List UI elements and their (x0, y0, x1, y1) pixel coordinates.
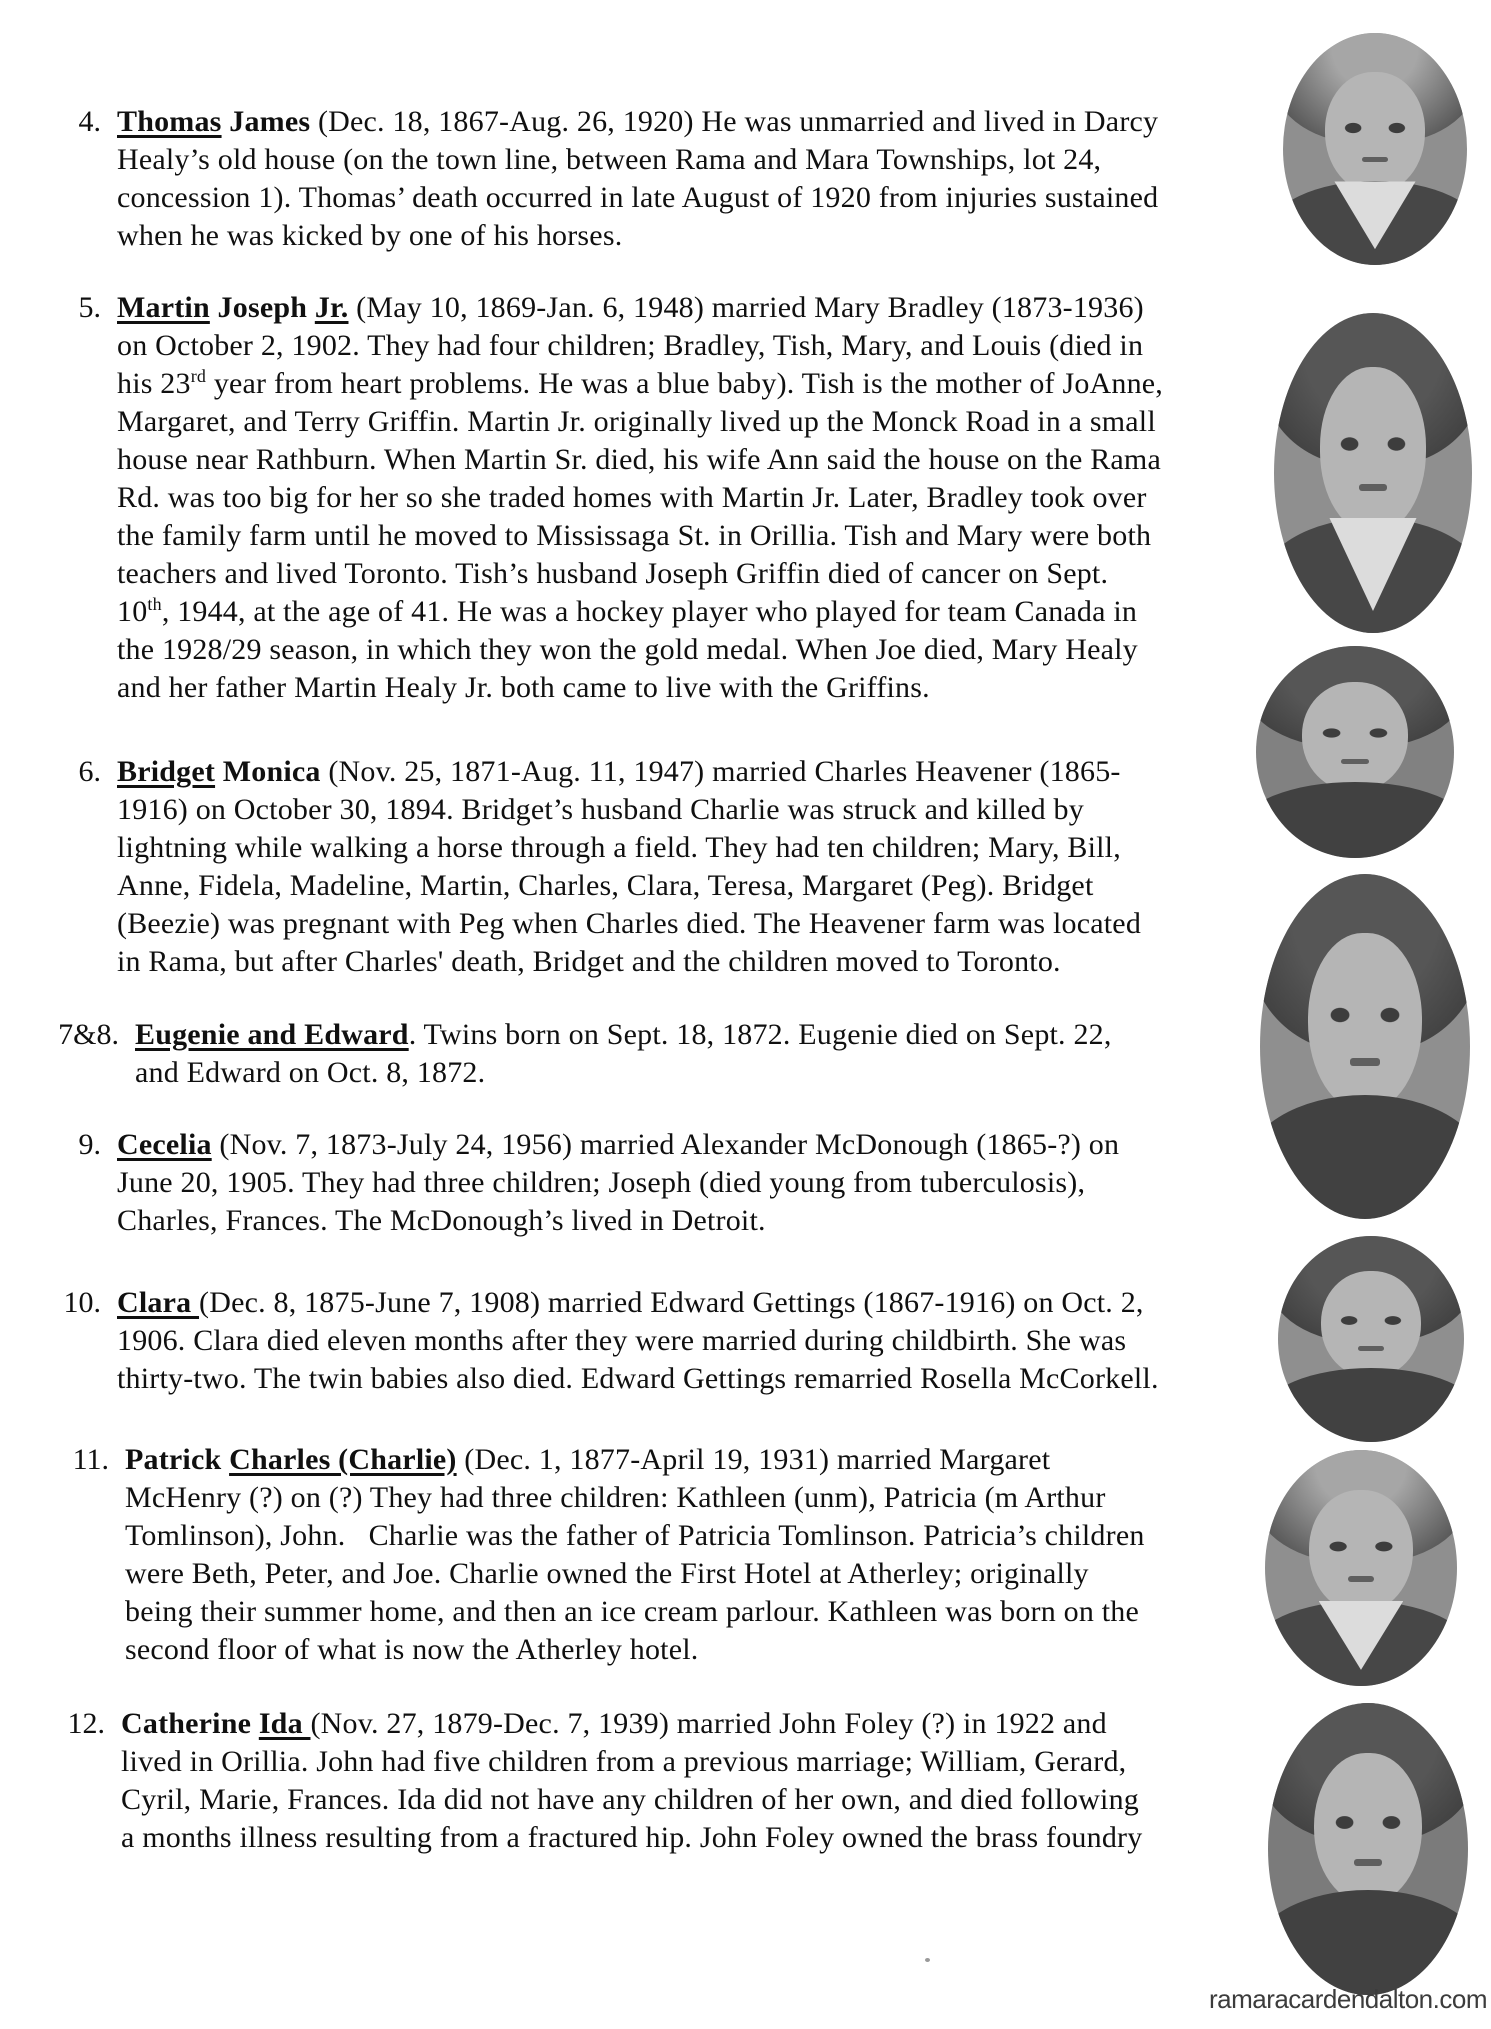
text-segment: Clara (117, 1286, 200, 1319)
text-line (117, 593, 1163, 631)
genealogy-entry (78, 289, 1163, 707)
genealogy-entry (72, 1441, 1145, 1669)
text-segment: . Twins born on Sept. 18, 1872. Eugenie died on Sept. 22, (408, 1018, 1112, 1051)
text-line (117, 289, 1163, 327)
text-segment: McHenry (?) on (?) They had three children: Kathleen (unm), Patricia (m Arthur (125, 1481, 1106, 1514)
text-line (117, 403, 1163, 441)
portrait-face (1314, 1753, 1422, 1905)
text-line (117, 555, 1163, 593)
entry-number: 11. (72, 1443, 109, 1476)
text-segment: (Nov. 25, 1871-Aug. 11, 1947) married Charles Heavener (1865- (320, 755, 1121, 788)
entry-number: 5. (78, 291, 101, 324)
text-segment: lived in Orillia. John had five children from a previous marriage; William, Gerard, (121, 1745, 1127, 1778)
portrait-torso (1278, 1368, 1464, 1442)
text-segment: second floor of what is now the Atherley hotel. (125, 1633, 699, 1666)
text-line (117, 943, 1141, 981)
text-segment: (Nov. 7, 1873-July 24, 1956) married Alexander McDonough (1865-?) on (211, 1128, 1120, 1161)
portrait-photo (1260, 874, 1470, 1219)
entry-number: 10. (63, 1286, 101, 1319)
text-segment: the family farm until he moved to Mississaga St. in Orillia. Tish and Mary were both (117, 519, 1152, 552)
portrait-photo (1283, 33, 1467, 265)
text-segment: Ida (258, 1707, 311, 1740)
genealogy-entry (78, 753, 1142, 981)
portrait-torso (1260, 1095, 1470, 1219)
portrait-face (1320, 367, 1427, 533)
text-line (117, 441, 1163, 479)
text-segment: 1906. Clara died eleven months after they were married during childbirth. She was (117, 1324, 1127, 1357)
text-segment: Charles, Frances. The McDonough’s lived in Detroit. (117, 1204, 766, 1237)
text-line (125, 1441, 1145, 1479)
text-line (117, 1322, 1159, 1360)
text-segment: Joseph (209, 291, 315, 324)
text-segment: Catherine (121, 1707, 259, 1740)
text-segment: Anne, Fidela, Madeline, Martin, Charles, Clara, Teresa, Margaret (Peg). Bridget (117, 869, 1094, 902)
text-segment: , 1944, at the age of 41. He was a hockey player who played for team Canada in (161, 595, 1138, 628)
text-line (117, 791, 1141, 829)
text-line (117, 141, 1158, 179)
text-line (117, 479, 1163, 517)
text-segment: Charles (Charlie) (229, 1443, 457, 1476)
text-segment: (Dec. 18, 1867-Aug. 26, 1920) He was unmarried and lived in Darcy (310, 105, 1159, 138)
text-segment: th (147, 594, 162, 614)
text-segment: Patrick (125, 1443, 230, 1476)
text-segment: being their summer home, and then an ice cream parlour. Kathleen was born on the (125, 1595, 1139, 1628)
text-line (125, 1593, 1145, 1631)
text-segment: a months illness resulting from a fractured hip. John Foley owned the brass foundry (121, 1821, 1143, 1854)
text-line (117, 365, 1163, 403)
text-segment: 10 (117, 595, 148, 628)
text-segment: Monica (215, 755, 321, 788)
text-line (121, 1705, 1142, 1743)
portrait-torso (1274, 518, 1472, 633)
entry-number: 7&8. (58, 1018, 119, 1051)
portrait-torso (1268, 1890, 1468, 1995)
text-segment: rd (190, 366, 207, 386)
text-line (117, 327, 1163, 365)
text-segment: Jr. (314, 291, 349, 324)
watermark: ramaracardendalton.com (1208, 1984, 1487, 2014)
text-segment: year from heart problems. He was a blue baby). Tish is the mother of JoAnne, (206, 367, 1163, 400)
text-line (117, 669, 1163, 707)
text-line (117, 631, 1163, 669)
text-segment: Eugenie and Edward (135, 1018, 409, 1051)
text-line (117, 103, 1158, 141)
text-line (117, 1284, 1159, 1322)
portrait-face (1321, 1271, 1421, 1378)
text-segment: Healy’s old house (on the town line, between Rama and Mara Townships, lot 24, (117, 143, 1102, 176)
text-segment: (May 10, 1869-Jan. 6, 1948) married Mary Bradley (1873-1936) (348, 291, 1144, 324)
portrait-photo (1274, 313, 1472, 633)
entry-number: 12. (67, 1707, 105, 1740)
text-segment: his 23 (117, 367, 191, 400)
text-line (125, 1555, 1145, 1593)
text-line (117, 905, 1141, 943)
text-segment: were Beth, Peter, and Joe. Charlie owned the First Hotel at Atherley; originally (125, 1557, 1089, 1590)
text-segment: Bridget (117, 755, 216, 788)
text-line (117, 217, 1158, 255)
text-segment: Cecelia (117, 1128, 212, 1161)
text-line (125, 1479, 1145, 1517)
text-segment: in Rama, but after Charles' death, Bridget and the children moved to Toronto. (117, 945, 1061, 978)
portrait-torso (1265, 1601, 1457, 1686)
text-segment: (Beezie) was pregnant with Peg when Charles died. The Heavener farm was located (117, 907, 1142, 940)
genealogy-entry (78, 103, 1159, 255)
text-segment: when he was kicked by one of his horses. (117, 219, 623, 252)
portrait-face (1325, 72, 1424, 193)
text-line (121, 1743, 1142, 1781)
portrait-face (1302, 682, 1409, 792)
text-segment: Tomlinson), John. Charlie was the father of Patricia Tomlinson. Patricia’s children (125, 1519, 1145, 1552)
text-segment: Cyril, Marie, Frances. Ida did not have any children of her own, and died following (121, 1783, 1139, 1816)
text-segment: teachers and lived Toronto. Tish’s husband Joseph Griffin died of cancer on Sept. (117, 557, 1109, 590)
text-segment: (Nov. 27, 1879-Dec. 7, 1939) married John Foley (?) in 1922 and (310, 1707, 1107, 1740)
text-segment: thirty-two. The twin babies also died. Edward Gettings remarried Rosella McCorkell. (117, 1362, 1159, 1395)
text-line (117, 1164, 1119, 1202)
text-line (125, 1517, 1145, 1555)
text-line (121, 1781, 1142, 1819)
portrait-torso (1283, 181, 1467, 265)
text-segment: lightning while walking a horse through a field. They had ten children; Mary, Bill, (117, 831, 1121, 864)
portrait-face (1308, 933, 1421, 1112)
text-line (117, 1126, 1119, 1164)
text-line (117, 867, 1141, 905)
portrait-photo (1265, 1450, 1457, 1686)
text-line (117, 829, 1141, 867)
text-line (117, 753, 1141, 791)
text-line (117, 1360, 1159, 1398)
text-segment: (Dec. 8, 1875-June 7, 1908) married Edward Gettings (1867-1916) on Oct. 2, (199, 1286, 1144, 1319)
genealogy-entry (78, 1126, 1120, 1240)
genealogy-entry (63, 1284, 1159, 1398)
entry-number: 4. (78, 105, 101, 138)
entry-number: 6. (78, 755, 101, 788)
entry-number: 9. (78, 1128, 101, 1161)
genealogy-entry (67, 1705, 1143, 1857)
text-line (135, 1054, 1112, 1092)
text-segment: on October 2, 1902. They had four children; Bradley, Tish, Mary, and Louis (died in (117, 329, 1144, 362)
text-segment: concession 1). Thomas’ death occurred in late August of 1920 from injuries sustained (117, 181, 1159, 214)
portrait-torso (1256, 782, 1454, 858)
text-segment: house near Rathburn. When Martin Sr. died, his wife Ann said the house on the Rama (117, 443, 1161, 476)
text-segment: Margaret, and Terry Griffin. Martin Jr. originally lived up the Monck Road in a small (117, 405, 1156, 438)
portrait-photo (1278, 1236, 1464, 1442)
text-line (121, 1819, 1142, 1857)
text-line (117, 179, 1158, 217)
text-segment: Rd. was too big for her so she traded homes with Martin Jr. Later, Bradley took over (117, 481, 1147, 514)
text-segment: (Dec. 1, 1877-April 19, 1931) married Margaret (456, 1443, 1051, 1476)
genealogy-entry (58, 1016, 1112, 1092)
text-line (117, 1202, 1119, 1240)
text-segment: James (221, 105, 311, 138)
text-segment: Thomas (117, 105, 222, 138)
text-line (117, 517, 1163, 555)
portrait-photo (1268, 1703, 1468, 1995)
portrait-photo (1256, 646, 1454, 858)
text-segment: 1916) on October 30, 1894. Bridget’s husband Charlie was struck and killed by (117, 793, 1084, 826)
portrait-face (1309, 1490, 1413, 1613)
text-segment: June 20, 1905. They had three children; Joseph (died young from tuberculosis), (117, 1166, 1086, 1199)
text-segment: and Edward on Oct. 8, 1872. (135, 1056, 486, 1089)
text-line (125, 1631, 1145, 1669)
text-segment: the 1928/29 season, in which they won the gold medal. When Joe died, Mary Healy (117, 633, 1138, 666)
text-segment: and her father Martin Healy Jr. both came to live with the Griffins. (117, 671, 930, 704)
text-segment: Martin (117, 291, 210, 324)
text-line (135, 1016, 1112, 1054)
scan-speck (925, 1958, 930, 1962)
